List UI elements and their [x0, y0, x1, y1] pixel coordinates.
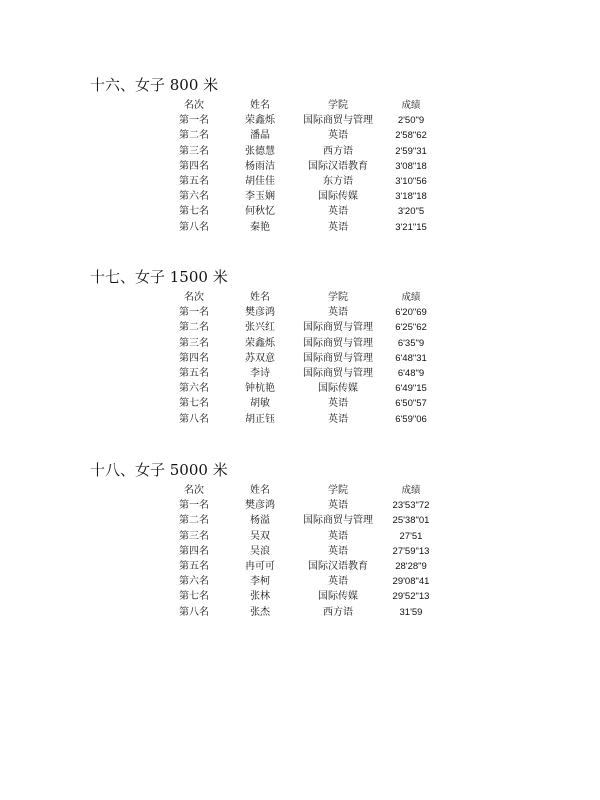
section-title: 十六、女子 800 米 — [90, 76, 219, 94]
rank-cell: 第三名 — [179, 145, 209, 157]
school-cell: 英语 — [328, 206, 348, 218]
school-cell: 国际传媒 — [318, 191, 358, 203]
result-cell: 2'59"31 — [395, 145, 427, 157]
rank-cell: 第二名 — [179, 322, 209, 334]
result-cell: 3'08"18 — [395, 160, 427, 172]
name-cell: 苏双意 — [245, 352, 275, 364]
name-cell: 李玉娴 — [245, 191, 275, 203]
school-cell: 国际汉语教育 — [308, 560, 368, 572]
table-row — [172, 220, 442, 235]
table-row — [172, 366, 442, 381]
header-school: 学院 — [328, 100, 348, 111]
table-row — [172, 204, 442, 219]
name-cell: 樊彦鸿 — [245, 307, 275, 319]
header-result: 成绩 — [401, 485, 421, 496]
result-cell: 23'53"72 — [392, 500, 430, 512]
table-row — [172, 189, 442, 204]
table-row — [172, 513, 442, 528]
name-cell: 冉可可 — [245, 560, 275, 572]
header-result: 成绩 — [401, 292, 421, 303]
school-cell: 英语 — [328, 130, 348, 142]
rank-cell: 第一名 — [179, 115, 209, 127]
table-row — [172, 396, 442, 411]
section-title: 十八、女子 5000 米 — [90, 461, 228, 479]
table-row — [172, 113, 442, 128]
name-cell: 张德慧 — [245, 145, 275, 157]
school-cell: 英语 — [328, 576, 348, 588]
table-row — [172, 320, 442, 335]
school-cell: 国际传媒 — [318, 591, 358, 603]
school-cell: 西方语 — [323, 145, 353, 157]
rank-cell: 第五名 — [179, 560, 209, 572]
result-cell: 6'25"62 — [395, 322, 427, 334]
result-cell: 2'50"9 — [397, 115, 425, 127]
rank-cell: 第三名 — [179, 337, 209, 349]
table-row — [172, 559, 442, 574]
result-cell: 6'48"9 — [397, 367, 425, 379]
school-cell: 国际商贸与管理 — [303, 515, 373, 527]
name-cell: 杨溢 — [250, 515, 270, 527]
rank-cell: 第六名 — [179, 191, 209, 203]
result-cell: 6'50"57 — [395, 398, 427, 410]
header-school: 学院 — [328, 292, 348, 303]
table-row — [172, 412, 442, 427]
name-cell: 李诗 — [250, 367, 270, 379]
header-rank: 名次 — [184, 100, 204, 111]
table-header-row — [172, 290, 442, 305]
rank-cell: 第一名 — [179, 307, 209, 319]
table-row — [172, 605, 442, 620]
header-name: 姓名 — [250, 100, 270, 111]
result-cell: 3'21"15 — [395, 221, 427, 233]
rank-cell: 第二名 — [179, 515, 209, 527]
table-row — [172, 574, 442, 589]
name-cell: 张兴红 — [245, 322, 275, 334]
table-row — [172, 498, 442, 513]
section-title: 十七、女子 1500 米 — [90, 268, 228, 286]
header-rank: 名次 — [184, 292, 204, 303]
rank-cell: 第一名 — [179, 500, 209, 512]
name-cell: 胡敏 — [250, 398, 270, 410]
name-cell: 樊彦鸿 — [245, 500, 275, 512]
result-cell: 6'35"9 — [397, 337, 425, 349]
name-cell: 何秋忆 — [245, 206, 275, 218]
table-row — [172, 159, 442, 174]
rank-cell: 第八名 — [179, 221, 209, 233]
header-name: 姓名 — [250, 485, 270, 496]
school-cell: 国际商贸与管理 — [303, 367, 373, 379]
results-table — [172, 98, 442, 235]
school-cell: 英语 — [328, 530, 348, 542]
table-row — [172, 305, 442, 320]
school-cell: 西方语 — [323, 606, 353, 618]
name-cell: 吴浪 — [250, 545, 270, 557]
name-cell: 钟杭艳 — [245, 383, 275, 395]
result-cell: 3'10"56 — [395, 175, 427, 187]
table-row — [172, 336, 442, 351]
school-cell: 国际商贸与管理 — [303, 322, 373, 334]
table-row — [172, 544, 442, 559]
school-cell: 国际传媒 — [318, 383, 358, 395]
school-cell: 国际汉语教育 — [308, 160, 368, 172]
school-cell: 英语 — [328, 413, 348, 425]
rank-cell: 第二名 — [179, 130, 209, 142]
table-row — [172, 174, 442, 189]
result-cell: 3'18"18 — [395, 191, 427, 203]
table-row — [172, 381, 442, 396]
result-cell: 29'08"41 — [392, 576, 430, 588]
result-cell: 27'51 — [399, 530, 423, 542]
rank-cell: 第四名 — [179, 352, 209, 364]
result-cell: 29'52"13 — [392, 591, 430, 603]
rank-cell: 第七名 — [179, 398, 209, 410]
name-cell: 杨雨洁 — [245, 160, 275, 172]
school-cell: 英语 — [328, 221, 348, 233]
table-row — [172, 529, 442, 544]
table-header-row — [172, 483, 442, 498]
result-cell: 3'20"5 — [397, 206, 425, 218]
rank-cell: 第四名 — [179, 545, 209, 557]
school-cell: 国际商贸与管理 — [303, 115, 373, 127]
table-row — [172, 144, 442, 159]
rank-cell: 第六名 — [179, 383, 209, 395]
school-cell: 英语 — [328, 398, 348, 410]
result-cell: 2'58"62 — [395, 130, 427, 142]
results-table — [172, 483, 442, 620]
result-cell: 6'20"69 — [395, 307, 427, 319]
results-table — [172, 290, 442, 427]
name-cell: 荣鑫烁 — [245, 337, 275, 349]
name-cell: 张林 — [250, 591, 270, 603]
rank-cell: 第八名 — [179, 413, 209, 425]
result-cell: 6'48"31 — [395, 352, 427, 364]
rank-cell: 第三名 — [179, 530, 209, 542]
result-cell: 6'59"06 — [395, 413, 427, 425]
name-cell: 胡佳佳 — [245, 175, 275, 187]
name-cell: 吴双 — [250, 530, 270, 542]
school-cell: 东方语 — [323, 175, 353, 187]
name-cell: 荣鑫烁 — [245, 115, 275, 127]
rank-cell: 第四名 — [179, 160, 209, 172]
school-cell: 国际商贸与管理 — [303, 337, 373, 349]
header-school: 学院 — [328, 485, 348, 496]
school-cell: 英语 — [328, 500, 348, 512]
school-cell: 国际商贸与管理 — [303, 352, 373, 364]
name-cell: 秦艳 — [250, 221, 270, 233]
table-row — [172, 589, 442, 604]
name-cell: 李柯 — [250, 576, 270, 588]
school-cell: 英语 — [328, 307, 348, 319]
school-cell: 英语 — [328, 545, 348, 557]
result-cell: 25'38"01 — [392, 515, 430, 527]
table-row — [172, 128, 442, 143]
table-row — [172, 351, 442, 366]
rank-cell: 第五名 — [179, 367, 209, 379]
rank-cell: 第七名 — [179, 206, 209, 218]
result-cell: 6'49"15 — [395, 383, 427, 395]
name-cell: 胡正钰 — [245, 413, 275, 425]
header-name: 姓名 — [250, 292, 270, 303]
rank-cell: 第六名 — [179, 576, 209, 588]
name-cell: 潘晶 — [250, 130, 270, 142]
result-cell: 28'28"9 — [395, 560, 427, 572]
result-cell: 31'59 — [399, 606, 423, 618]
rank-cell: 第五名 — [179, 175, 209, 187]
result-cell: 27'59"13 — [392, 545, 430, 557]
name-cell: 张杰 — [250, 606, 270, 618]
header-rank: 名次 — [184, 485, 204, 496]
header-result: 成绩 — [401, 100, 421, 111]
table-header-row — [172, 98, 442, 113]
rank-cell: 第七名 — [179, 591, 209, 603]
rank-cell: 第八名 — [179, 606, 209, 618]
